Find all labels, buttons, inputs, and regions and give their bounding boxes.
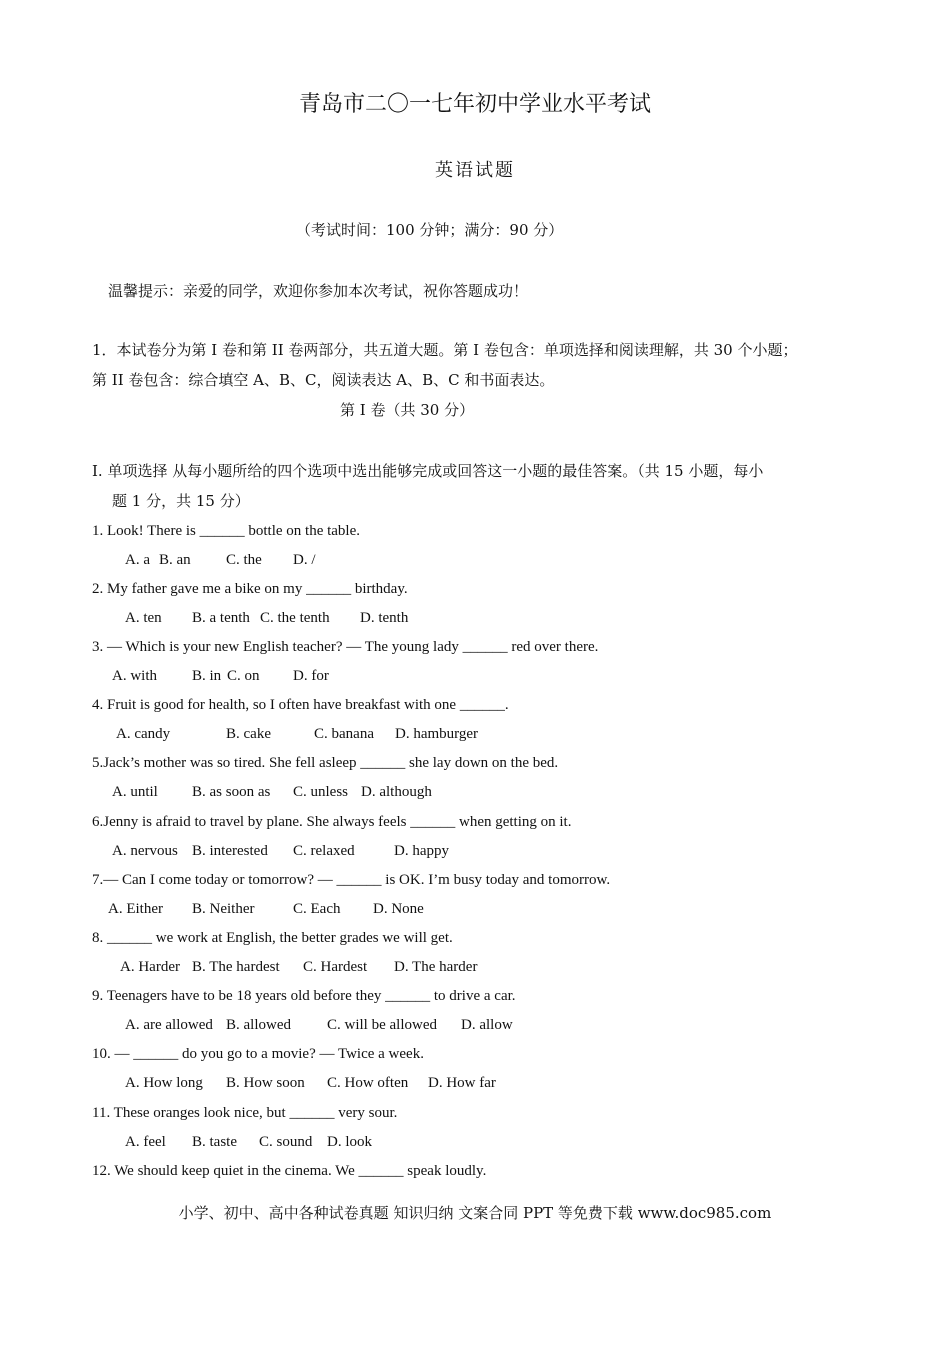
option-a: A. How long — [125, 1075, 203, 1091]
option-b: B. The hardest — [192, 959, 280, 975]
question-stem-6: 6.Jenny is afraid to travel by plane. She always feels ______ when getting on it. — [92, 814, 572, 830]
option-a: A. until — [112, 784, 158, 800]
option-b: B. taste — [192, 1134, 237, 1150]
option-c: C. will be allowed — [327, 1017, 437, 1033]
option-d: D. hamburger — [395, 726, 479, 742]
section-instruction-line-2: 题 1 分，共 15 分） — [112, 492, 250, 510]
option-a: A. are allowed — [125, 1017, 213, 1033]
volume-heading: 第 I 卷（共 30 分） — [340, 401, 475, 419]
option-c: C. the tenth — [260, 610, 330, 626]
question-stem-12: 12. We should keep quiet in the cinema. We ______ speak loudly. — [92, 1163, 487, 1179]
option-b: B. as soon as — [192, 784, 271, 800]
question-stem-1: 1. Look! There is ______ bottle on the table. — [92, 523, 361, 539]
option-c: C. Each — [293, 901, 341, 917]
option-d: D. None — [373, 901, 424, 917]
page-footer: 小学、初中、高中各种试卷真题 知识归纳 文案合同 PPT 等免费下载 www.doc985.com — [178, 1204, 772, 1222]
option-d: D. / — [293, 552, 316, 568]
option-c: C. How often — [327, 1075, 409, 1091]
option-b: B. a tenth — [192, 610, 250, 626]
option-c: C. sound — [259, 1134, 313, 1150]
option-a: A. Either — [108, 901, 163, 917]
option-d: D. How far — [428, 1075, 496, 1091]
option-b: B. an — [159, 552, 191, 568]
option-c: C. Hardest — [303, 959, 368, 975]
option-d: D. allow — [461, 1017, 513, 1033]
exam-meta: （考试时间：100 分钟；满分：90 分） — [296, 221, 564, 239]
option-c: C. on — [227, 668, 260, 684]
option-b: B. in — [192, 668, 222, 684]
option-c: C. relaxed — [293, 843, 355, 859]
exam-note-line-2: 第 II 卷包含：综合填空 A、B、C，阅读表达 A、B、C 和书面表达。 — [92, 371, 555, 389]
question-stem-10: 10. — ______ do you go to a movie? — Twice a week. — [92, 1046, 424, 1062]
section-instruction-line-1: I. 单项选择 从每小题所给的四个选项中选出能够完成或回答这一小题的最佳答案。（共 15 小题，每小 — [92, 462, 764, 480]
option-d: D. for — [293, 668, 329, 684]
option-a: A. with — [112, 668, 157, 684]
option-a: A. a — [125, 552, 150, 568]
option-d: D. happy — [394, 843, 449, 859]
question-stem-8: 8. ______ we work at English, the better grades we will get. — [92, 930, 453, 946]
question-stem-9: 9. Teenagers have to be 18 years old before they ______ to drive a car. — [92, 988, 516, 1004]
option-c: C. the — [226, 552, 262, 568]
question-stem-5: 5.Jack’s mother was so tired. She fell asleep ______ she lay down on the bed. — [92, 755, 559, 771]
option-b: B. interested — [192, 843, 268, 859]
option-b: B. allowed — [226, 1017, 291, 1033]
option-c: C. banana — [314, 726, 374, 742]
question-stem-2: 2. My father gave me a bike on my ______ birthday. — [92, 581, 408, 597]
option-b: B. cake — [226, 726, 271, 742]
option-d: D. tenth — [360, 610, 409, 626]
option-d: D. look — [327, 1134, 372, 1150]
exam-tip: 温馨提示：亲爱的同学，欢迎你参加本次考试，祝你答题成功！ — [108, 282, 529, 300]
option-d: D. although — [361, 784, 432, 800]
exam-note-line-1: 1．本试卷分为第 I 卷和第 II 卷两部分，共五道大题。第 I 卷包含：单项选择和阅读理解，共 30 个小题； — [92, 341, 798, 359]
page-title: 青岛市二〇一七年初中学业水平考试 — [298, 92, 651, 117]
option-d: D. The harder — [394, 959, 478, 975]
question-stem-4: 4. Fruit is good for health, so I often have breakfast with one ______. — [92, 697, 509, 713]
question-stem-3: 3. — Which is your new English teacher? — The young lady ______ red over there. — [92, 639, 599, 655]
option-a: A. ten — [125, 610, 162, 626]
option-a: A. Harder — [120, 959, 180, 975]
question-stem-7: 7.— Can I come today or tomorrow? — ______ is OK. I’m busy today and tomorrow. — [92, 872, 611, 888]
question-stem-11: 11. These oranges look nice, but ______ very sour. — [92, 1105, 398, 1121]
option-a: A. nervous — [112, 843, 178, 859]
option-a: A. candy — [116, 726, 171, 742]
option-c: C. unless — [293, 784, 349, 800]
page-subtitle: 英语试题 — [435, 160, 515, 181]
option-b: B. How soon — [226, 1075, 305, 1091]
option-a: A. feel — [125, 1134, 166, 1150]
option-b: B. Neither — [192, 901, 255, 917]
